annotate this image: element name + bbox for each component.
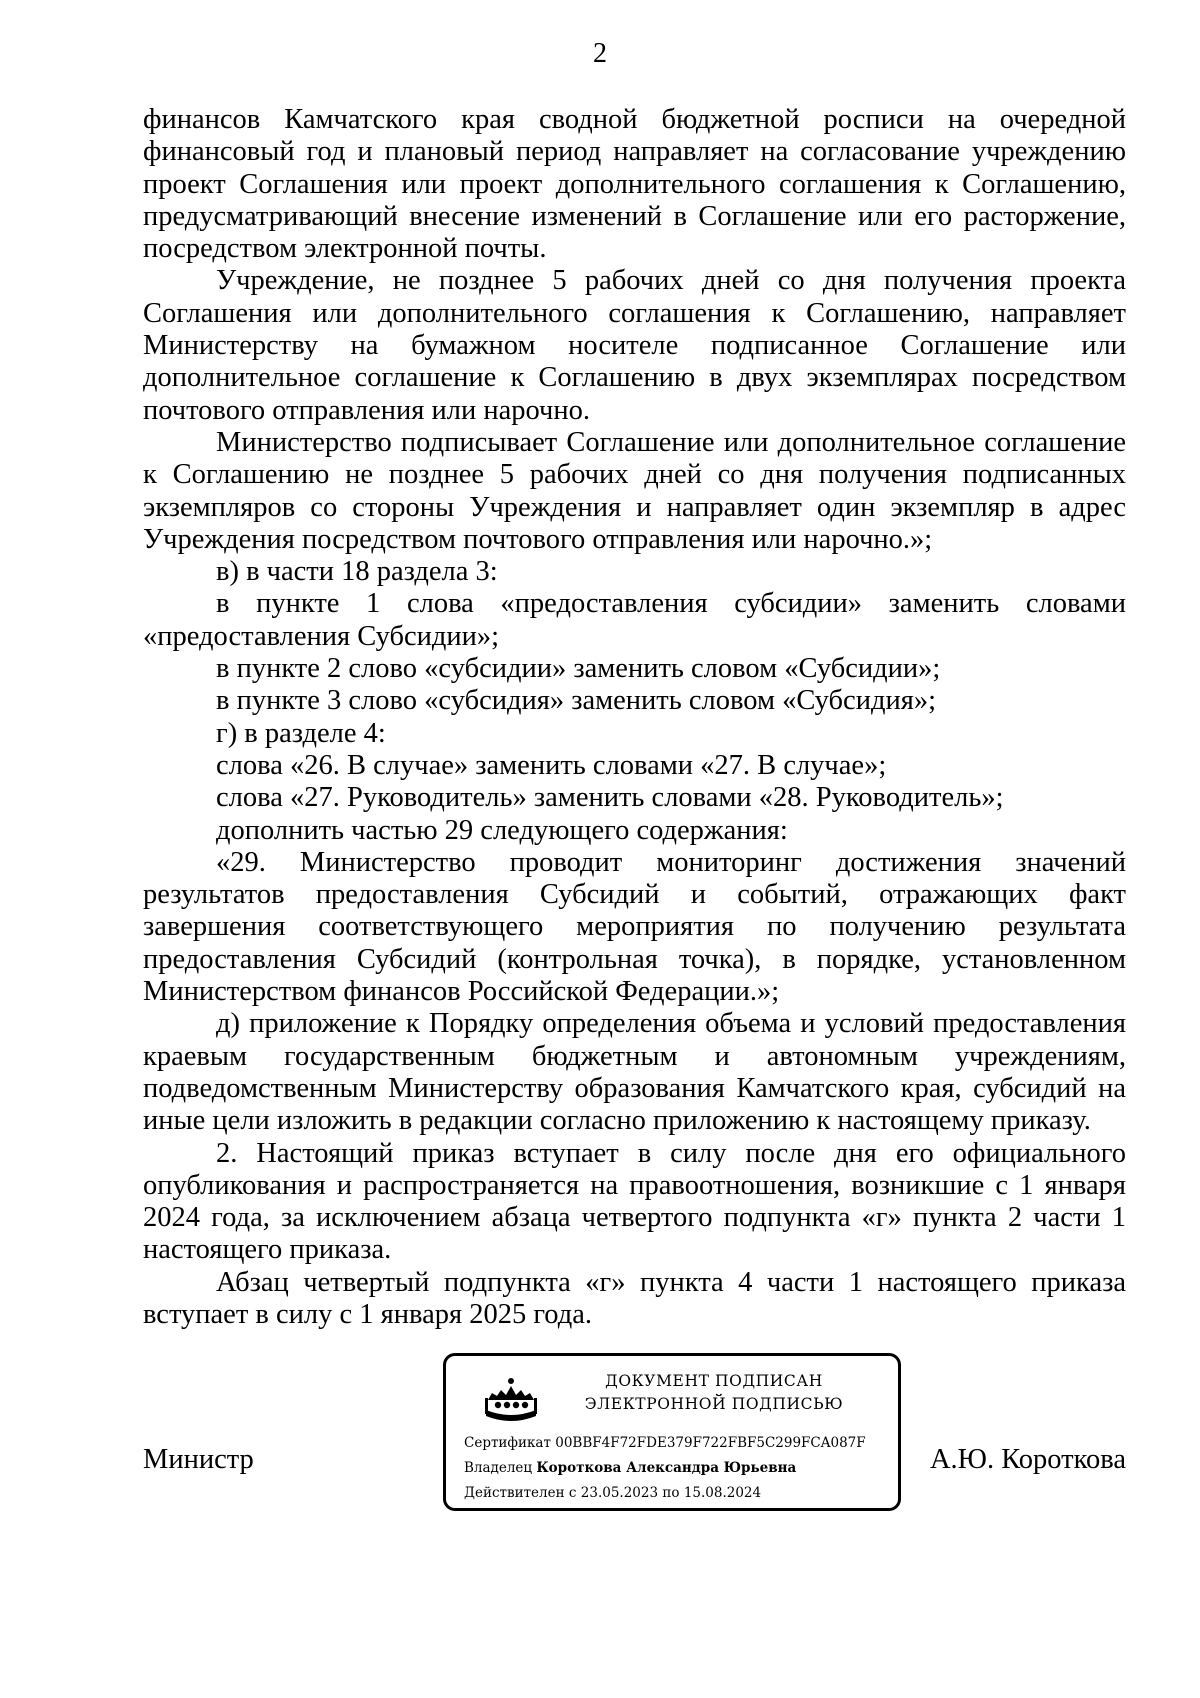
stamp-title-line: ДОКУМЕНТ ПОДПИСАН [605, 1372, 823, 1390]
document-body [143, 104, 1126, 1331]
stamp-title-line: ЭЛЕКТРОННОЙ ПОДПИСЬЮ [584, 1395, 844, 1413]
paragraph: в) в части 18 раздела 3: [216, 556, 498, 588]
paragraph: Министерство подписывает Соглашение или дополнительное соглашение к Соглашению не позднее 5 рабочих дней со дня получения подписанных экземпляров со стороны Учреждения и направляет один экземпляр в адрес Учреждения посредством почтового отправления или нарочно.»; [143, 426, 1126, 555]
paragraph: слова «26. В случае» заменить словами «27. В случае»; [216, 749, 887, 781]
page-number: 2 [593, 38, 607, 69]
paragraph: дополнить частью 29 следующего содержания: [216, 814, 788, 846]
valid-to-date: 15.08.2024 [683, 1485, 762, 1501]
paragraph: финансов Камчатского края сводной бюджетной росписи на очередной финансовый год и плановый период направляет на согласование учреждению проект Соглашения или проект дополнительного соглашения к Соглашению, предусматривающий внесение изменений в Соглашение или его расторжение, посредством электронной почты. [143, 104, 1126, 265]
valid-from-date: 23.05.2023 [580, 1485, 659, 1501]
owner-value: Короткова Александра Юрьевна [536, 1460, 797, 1476]
valid-label: Действителен [464, 1485, 565, 1501]
paragraph: Абзац четвертый подпункта «г» пункта 4 части 1 настоящего приказа вступает в силу с 1 января 2025 года. [143, 1266, 1126, 1330]
signatory-position: Министр [143, 1444, 254, 1475]
certificate-label: Сертификат [464, 1435, 551, 1451]
signatory-name: А.Ю. Короткова [929, 1444, 1126, 1475]
certificate-value: 00BBF4F72FDE379F722FBF5C299FCA087F [555, 1435, 866, 1451]
paragraph: Учреждение, не позднее 5 рабочих дней со дня получения проекта Соглашения или дополнительного соглашения к Соглашению, направляет Министерству на бумажном носителе подписанное Соглашение или дополнительное соглашение к Соглашению в двух экземплярах посредством почтового отправления или нарочно. [143, 265, 1126, 426]
paragraph: в пункте 1 слова «предоставления субсидии» заменить словами «предоставления Субсидии»; [143, 588, 1126, 652]
paragraph: г) в разделе 4: [216, 717, 386, 749]
owner-label: Владелец [464, 1460, 533, 1476]
stamp-owner [464, 1457, 796, 1479]
paragraph: д) приложение к Порядку определения объема и условий предоставления краевым государственным бюджетным и автономным учреждениям, подведомственным Министерству образования Камчатского края, субсидий на иные цели изложить в редакции согласно приложению к настоящему приказу. [143, 1008, 1126, 1137]
paragraph: слова «27. Руководитель» заменить словами «28. Руководитель»; [216, 782, 1004, 814]
valid-from-label: с [568, 1485, 577, 1501]
kamchatka-coat-of-arms-icon [482, 1372, 540, 1424]
paragraph: в пункте 2 слово «субсидии» заменить словом «Субсидии»; [216, 653, 941, 685]
valid-to-label: по [662, 1485, 680, 1501]
stamp-title [564, 1370, 864, 1416]
paragraph: в пункте 3 слово «субсидия» заменить словом «Субсидия»; [216, 685, 936, 717]
stamp-validity [464, 1482, 761, 1504]
paragraph: «29. Министерство проводит мониторинг достижения значений результатов предоставления Субсидий и событий, отражающих факт завершения соответствующего мероприятия по получению результата предоставления Субсидий (контрольная точка), в порядке, установленном Министерством финансов Российской Федерации.»; [143, 846, 1126, 1008]
paragraph: 2. Настоящий приказ вступает в силу после дня его официального опубликования и распространяется на правоотношения, возникшие с 1 января 2024 года, за исключением абзаца четвертого подпункта «г» пункта 2 части 1 настоящего приказа. [143, 1137, 1126, 1266]
stamp-certificate [464, 1432, 866, 1454]
electronic-signature-stamp [443, 1353, 901, 1511]
